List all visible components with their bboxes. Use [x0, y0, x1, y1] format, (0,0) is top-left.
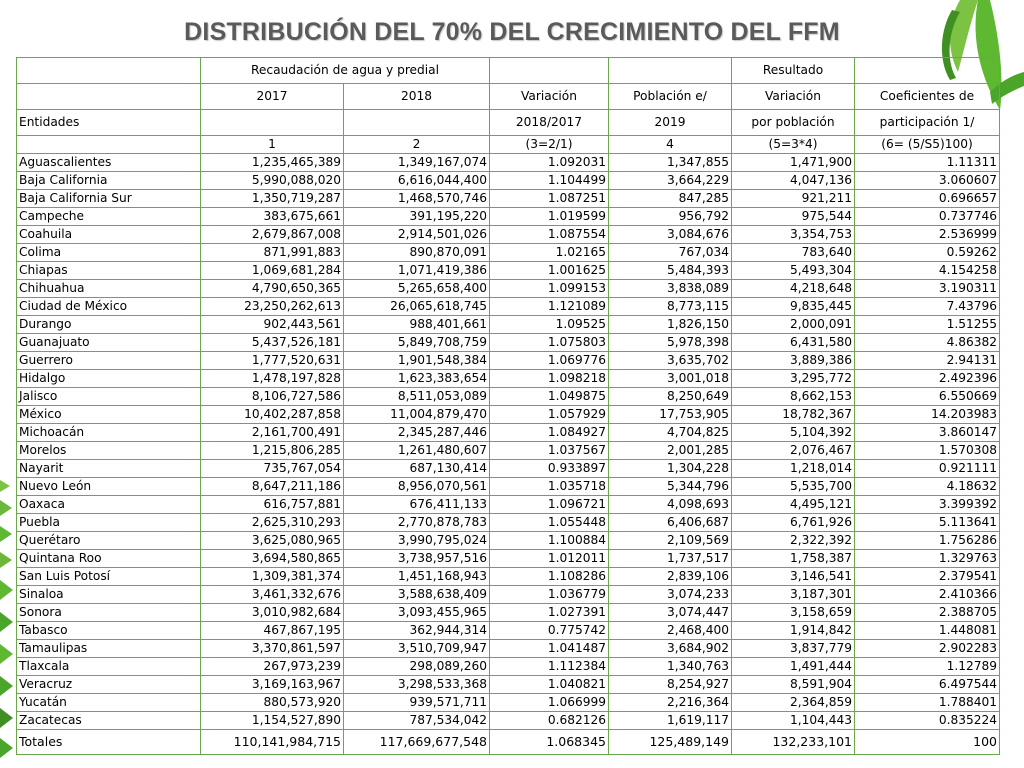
coeficiente-cell: 2.94131	[855, 352, 1000, 370]
poblacion-cell: 1,619,117	[609, 712, 732, 730]
table-row	[17, 280, 1000, 298]
variacion-poblacion-cell: 1,471,900	[732, 154, 855, 172]
table-row	[17, 568, 1000, 586]
poblacion-cell: 2,839,106	[609, 568, 732, 586]
recaudacion-2018-cell: 8,956,070,561	[344, 478, 490, 496]
header-row-numbers	[17, 136, 1000, 154]
recaudacion-2017-cell: 2,161,700,491	[201, 424, 344, 442]
header-entidades: Entidades	[17, 110, 201, 136]
entidad-cell: Oaxaca	[17, 496, 201, 514]
table-row	[17, 622, 1000, 640]
recaudacion-2018-cell: 939,571,711	[344, 694, 490, 712]
poblacion-cell: 2,001,285	[609, 442, 732, 460]
header-row-columns	[17, 84, 1000, 110]
recaudacion-2017-cell: 3,625,080,965	[201, 532, 344, 550]
table-row	[17, 298, 1000, 316]
table-row	[17, 658, 1000, 676]
variacion-poblacion-cell: 5,493,304	[732, 262, 855, 280]
entidad-cell: Guerrero	[17, 352, 201, 370]
recaudacion-2018-cell: 6,616,044,400	[344, 172, 490, 190]
variacion-poblacion-cell: 3,354,753	[732, 226, 855, 244]
header-n1: 1	[201, 136, 344, 154]
header-2017: 2017	[201, 84, 344, 110]
entidad-cell: Baja California Sur	[17, 190, 201, 208]
poblacion-cell: 4,098,693	[609, 496, 732, 514]
variacion-poblacion-cell: 3,158,659	[732, 604, 855, 622]
table-row	[17, 190, 1000, 208]
header-row-subcolumns	[17, 110, 1000, 136]
entidad-cell: Tabasco	[17, 622, 201, 640]
table-row	[17, 262, 1000, 280]
entidad-cell: Guanajuato	[17, 334, 201, 352]
table-row	[17, 514, 1000, 532]
coeficiente-cell: 1.11311	[855, 154, 1000, 172]
coeficiente-cell: 1.329763	[855, 550, 1000, 568]
recaudacion-2018-cell: 1,901,548,384	[344, 352, 490, 370]
variacion-cell: 1.001625	[490, 262, 609, 280]
recaudacion-2017-cell: 3,461,332,676	[201, 586, 344, 604]
entidad-cell: Jalisco	[17, 388, 201, 406]
poblacion-cell: 6,406,687	[609, 514, 732, 532]
table-row	[17, 640, 1000, 658]
coeficiente-cell: 3.399392	[855, 496, 1000, 514]
poblacion-cell: 8,254,927	[609, 676, 732, 694]
variacion-cell: 1.096721	[490, 496, 609, 514]
recaudacion-2018-cell: 1,261,480,607	[344, 442, 490, 460]
recaudacion-2018-cell: 3,990,795,024	[344, 532, 490, 550]
variacion-poblacion-cell: 3,889,386	[732, 352, 855, 370]
coeficiente-cell: 0.921111	[855, 460, 1000, 478]
table-row	[17, 208, 1000, 226]
recaudacion-2017-cell: 1,350,719,287	[201, 190, 344, 208]
variacion-poblacion-cell: 4,495,121	[732, 496, 855, 514]
variacion-poblacion-cell: 1,104,443	[732, 712, 855, 730]
variacion-poblacion-cell: 4,218,648	[732, 280, 855, 298]
poblacion-cell: 3,074,233	[609, 586, 732, 604]
table-row	[17, 460, 1000, 478]
header-n5: (5=3*4)	[732, 136, 855, 154]
poblacion-cell: 125,489,149	[609, 730, 732, 755]
coeficiente-cell: 0.737746	[855, 208, 1000, 226]
coeficiente-cell: 3.860147	[855, 424, 1000, 442]
variacion-cell: 1.087251	[490, 190, 609, 208]
header-resultado: Resultado	[732, 58, 855, 84]
recaudacion-2018-cell: 1,071,419,386	[344, 262, 490, 280]
table-row	[17, 316, 1000, 334]
poblacion-cell: 1,737,517	[609, 550, 732, 568]
recaudacion-2017-cell: 10,402,287,858	[201, 406, 344, 424]
poblacion-cell: 1,826,150	[609, 316, 732, 334]
variacion-cell: 1.066999	[490, 694, 609, 712]
header-poblacion-year: 2019	[609, 110, 732, 136]
variacion-cell: 1.040821	[490, 676, 609, 694]
variacion-poblacion-cell: 6,761,926	[732, 514, 855, 532]
poblacion-cell: 2,109,569	[609, 532, 732, 550]
variacion-cell: 0.682126	[490, 712, 609, 730]
variacion-cell: 1.049875	[490, 388, 609, 406]
poblacion-cell: 2,216,364	[609, 694, 732, 712]
entidad-cell: Morelos	[17, 442, 201, 460]
recaudacion-2017-cell: 3,169,163,967	[201, 676, 344, 694]
recaudacion-2017-cell: 2,625,310,293	[201, 514, 344, 532]
variacion-cell: 1.104499	[490, 172, 609, 190]
recaudacion-2017-cell: 1,235,465,389	[201, 154, 344, 172]
recaudacion-2018-cell: 2,345,287,446	[344, 424, 490, 442]
coeficiente-cell: 5.113641	[855, 514, 1000, 532]
poblacion-cell: 8,250,649	[609, 388, 732, 406]
recaudacion-2018-cell: 676,411,133	[344, 496, 490, 514]
variacion-cell: 0.933897	[490, 460, 609, 478]
coeficiente-cell: 2.410366	[855, 586, 1000, 604]
variacion-poblacion-cell: 3,295,772	[732, 370, 855, 388]
header-coeficientes: Coeficientes de	[855, 84, 1000, 110]
variacion-cell: 1.108286	[490, 568, 609, 586]
entidad-cell: Nayarit	[17, 460, 201, 478]
table-row	[17, 226, 1000, 244]
table-row	[17, 586, 1000, 604]
entidad-cell: Sonora	[17, 604, 201, 622]
variacion-cell: 1.121089	[490, 298, 609, 316]
variacion-poblacion-cell: 8,591,904	[732, 676, 855, 694]
variacion-poblacion-cell: 2,000,091	[732, 316, 855, 334]
variacion-poblacion-cell: 3,187,301	[732, 586, 855, 604]
variacion-cell: 1.100884	[490, 532, 609, 550]
recaudacion-2018-cell: 362,944,314	[344, 622, 490, 640]
entidad-cell: Chihuahua	[17, 280, 201, 298]
poblacion-cell: 1,340,763	[609, 658, 732, 676]
poblacion-cell: 1,347,855	[609, 154, 732, 172]
header-por-poblacion: por población	[732, 110, 855, 136]
entidad-cell: Tlaxcala	[17, 658, 201, 676]
table-row	[17, 694, 1000, 712]
recaudacion-2018-cell: 1,468,570,746	[344, 190, 490, 208]
poblacion-cell: 3,084,676	[609, 226, 732, 244]
variacion-poblacion-cell: 4,047,136	[732, 172, 855, 190]
variacion-poblacion-cell: 3,837,779	[732, 640, 855, 658]
recaudacion-2018-cell: 687,130,414	[344, 460, 490, 478]
coeficiente-cell: 0.696657	[855, 190, 1000, 208]
poblacion-cell: 4,704,825	[609, 424, 732, 442]
variacion-cell: 1.041487	[490, 640, 609, 658]
entidad-cell: Michoacán	[17, 424, 201, 442]
poblacion-cell: 3,664,229	[609, 172, 732, 190]
entidad-cell: Veracruz	[17, 676, 201, 694]
variacion-cell: 1.035718	[490, 478, 609, 496]
table-row	[17, 352, 1000, 370]
poblacion-cell: 17,753,905	[609, 406, 732, 424]
variacion-poblacion-cell: 18,782,367	[732, 406, 855, 424]
recaudacion-2017-cell: 5,990,088,020	[201, 172, 344, 190]
recaudacion-2018-cell: 117,669,677,548	[344, 730, 490, 755]
variacion-cell: 1.092031	[490, 154, 609, 172]
entidad-cell: Totales	[17, 730, 201, 755]
table-row	[17, 370, 1000, 388]
poblacion-cell: 2,468,400	[609, 622, 732, 640]
recaudacion-2017-cell: 23,250,262,613	[201, 298, 344, 316]
entidad-cell: Puebla	[17, 514, 201, 532]
table-row	[17, 550, 1000, 568]
poblacion-cell: 1,304,228	[609, 460, 732, 478]
poblacion-cell: 3,001,018	[609, 370, 732, 388]
recaudacion-2018-cell: 2,914,501,026	[344, 226, 490, 244]
recaudacion-2017-cell: 8,647,211,186	[201, 478, 344, 496]
entidad-cell: Chiapas	[17, 262, 201, 280]
entidad-cell: Aguascalientes	[17, 154, 201, 172]
recaudacion-2017-cell: 880,573,920	[201, 694, 344, 712]
variacion-cell: 1.055448	[490, 514, 609, 532]
header-variacion: Variación	[490, 84, 609, 110]
recaudacion-2017-cell: 1,154,527,890	[201, 712, 344, 730]
poblacion-cell: 767,034	[609, 244, 732, 262]
entidad-cell: Querétaro	[17, 532, 201, 550]
coeficiente-cell: 0.59262	[855, 244, 1000, 262]
page-title: DISTRIBUCIÓN DEL 70% DEL CRECIMIENTO DEL FFM	[184, 18, 840, 46]
variacion-poblacion-cell: 5,535,700	[732, 478, 855, 496]
variacion-cell: 1.09525	[490, 316, 609, 334]
recaudacion-2018-cell: 11,004,879,470	[344, 406, 490, 424]
entidad-cell: Nuevo León	[17, 478, 201, 496]
coeficiente-cell: 1.51255	[855, 316, 1000, 334]
recaudacion-2018-cell: 1,623,383,654	[344, 370, 490, 388]
recaudacion-2018-cell: 3,588,638,409	[344, 586, 490, 604]
coeficiente-cell: 1.448081	[855, 622, 1000, 640]
recaudacion-2017-cell: 8,106,727,586	[201, 388, 344, 406]
header-participacion: participación 1/	[855, 110, 1000, 136]
entidad-cell: Quintana Roo	[17, 550, 201, 568]
table-row	[17, 154, 1000, 172]
variacion-cell: 1.019599	[490, 208, 609, 226]
header-variacion-years: 2018/2017	[490, 110, 609, 136]
variacion-cell: 1.012011	[490, 550, 609, 568]
header-variacion-poblacion: Variación	[732, 84, 855, 110]
table-row	[17, 424, 1000, 442]
poblacion-cell: 3,838,089	[609, 280, 732, 298]
poblacion-cell: 5,978,398	[609, 334, 732, 352]
coeficiente-cell: 0.835224	[855, 712, 1000, 730]
variacion-poblacion-cell: 3,146,541	[732, 568, 855, 586]
table-row	[17, 532, 1000, 550]
table-row	[17, 388, 1000, 406]
header-2018: 2018	[344, 84, 490, 110]
poblacion-cell: 8,773,115	[609, 298, 732, 316]
recaudacion-2018-cell: 3,093,455,965	[344, 604, 490, 622]
coeficiente-cell: 3.190311	[855, 280, 1000, 298]
entidad-cell: Baja California	[17, 172, 201, 190]
entidad-cell: Zacatecas	[17, 712, 201, 730]
coeficiente-cell: 2.536999	[855, 226, 1000, 244]
totals-row	[17, 730, 1000, 755]
variacion-cell: 1.068345	[490, 730, 609, 755]
recaudacion-2018-cell: 988,401,661	[344, 316, 490, 334]
entidad-cell: Ciudad de México	[17, 298, 201, 316]
variacion-cell: 1.037567	[490, 442, 609, 460]
poblacion-cell: 5,344,796	[609, 478, 732, 496]
variacion-cell: 1.057929	[490, 406, 609, 424]
table-row	[17, 496, 1000, 514]
recaudacion-2018-cell: 890,870,091	[344, 244, 490, 262]
coeficiente-cell: 6.550669	[855, 388, 1000, 406]
coeficiente-cell: 4.154258	[855, 262, 1000, 280]
recaudacion-2017-cell: 2,679,867,008	[201, 226, 344, 244]
variacion-poblacion-cell: 1,491,444	[732, 658, 855, 676]
poblacion-cell: 956,792	[609, 208, 732, 226]
poblacion-cell: 3,074,447	[609, 604, 732, 622]
recaudacion-2017-cell: 1,777,520,631	[201, 352, 344, 370]
coeficiente-cell: 1.570308	[855, 442, 1000, 460]
variacion-poblacion-cell: 783,640	[732, 244, 855, 262]
variacion-poblacion-cell: 5,104,392	[732, 424, 855, 442]
variacion-cell: 1.036779	[490, 586, 609, 604]
poblacion-cell: 5,484,393	[609, 262, 732, 280]
recaudacion-2017-cell: 902,443,561	[201, 316, 344, 334]
recaudacion-2018-cell: 5,849,708,759	[344, 334, 490, 352]
entidad-cell: Tamaulipas	[17, 640, 201, 658]
coeficiente-cell: 1.12789	[855, 658, 1000, 676]
distribution-table	[16, 57, 1000, 755]
variacion-poblacion-cell: 1,758,387	[732, 550, 855, 568]
table-row	[17, 406, 1000, 424]
recaudacion-2018-cell: 5,265,658,400	[344, 280, 490, 298]
table-row	[17, 334, 1000, 352]
table-row	[17, 712, 1000, 730]
entidad-cell: México	[17, 406, 201, 424]
header-n3: (3=2/1)	[490, 136, 609, 154]
table-row	[17, 172, 1000, 190]
recaudacion-2018-cell: 391,195,220	[344, 208, 490, 226]
variacion-poblacion-cell: 1,914,842	[732, 622, 855, 640]
variacion-poblacion-cell: 6,431,580	[732, 334, 855, 352]
entidad-cell: Yucatán	[17, 694, 201, 712]
recaudacion-2017-cell: 267,973,239	[201, 658, 344, 676]
coeficiente-cell: 4.86382	[855, 334, 1000, 352]
recaudacion-2017-cell: 467,867,195	[201, 622, 344, 640]
variacion-cell: 1.112384	[490, 658, 609, 676]
recaudacion-2018-cell: 3,298,533,368	[344, 676, 490, 694]
variacion-cell: 1.069776	[490, 352, 609, 370]
recaudacion-2017-cell: 1,215,806,285	[201, 442, 344, 460]
recaudacion-2018-cell: 2,770,878,783	[344, 514, 490, 532]
recaudacion-2018-cell: 26,065,618,745	[344, 298, 490, 316]
entidad-cell: Coahuila	[17, 226, 201, 244]
variacion-poblacion-cell: 2,364,859	[732, 694, 855, 712]
recaudacion-2017-cell: 616,757,881	[201, 496, 344, 514]
coeficiente-cell: 100	[855, 730, 1000, 755]
poblacion-cell: 847,285	[609, 190, 732, 208]
variacion-cell: 1.098218	[490, 370, 609, 388]
entidad-cell: Sinaloa	[17, 586, 201, 604]
variacion-poblacion-cell: 2,076,467	[732, 442, 855, 460]
coeficiente-cell: 2.902283	[855, 640, 1000, 658]
recaudacion-2017-cell: 5,437,526,181	[201, 334, 344, 352]
table-row	[17, 676, 1000, 694]
header-n6: (6= (5/S5)100)	[855, 136, 1000, 154]
coeficiente-cell: 2.379541	[855, 568, 1000, 586]
recaudacion-2017-cell: 1,309,381,374	[201, 568, 344, 586]
coeficiente-cell: 3.060607	[855, 172, 1000, 190]
recaudacion-2018-cell: 298,089,260	[344, 658, 490, 676]
variacion-cell: 1.027391	[490, 604, 609, 622]
variacion-poblacion-cell: 2,322,392	[732, 532, 855, 550]
recaudacion-2017-cell: 1,069,681,284	[201, 262, 344, 280]
variacion-cell: 1.084927	[490, 424, 609, 442]
coeficiente-cell: 14.203983	[855, 406, 1000, 424]
variacion-cell: 1.087554	[490, 226, 609, 244]
table-row	[17, 604, 1000, 622]
recaudacion-2017-cell: 110,141,984,715	[201, 730, 344, 755]
entidad-cell: Campeche	[17, 208, 201, 226]
coeficiente-cell: 2.388705	[855, 604, 1000, 622]
coeficiente-cell: 1.756286	[855, 532, 1000, 550]
poblacion-cell: 3,684,902	[609, 640, 732, 658]
coeficiente-cell: 7.43796	[855, 298, 1000, 316]
variacion-poblacion-cell: 9,835,445	[732, 298, 855, 316]
table-row	[17, 442, 1000, 460]
variacion-cell: 1.02165	[490, 244, 609, 262]
header-n2: 2	[344, 136, 490, 154]
recaudacion-2017-cell: 4,790,650,365	[201, 280, 344, 298]
coeficiente-cell: 4.18632	[855, 478, 1000, 496]
recaudacion-2017-cell: 383,675,661	[201, 208, 344, 226]
table-row	[17, 244, 1000, 262]
header-poblacion: Población e/	[609, 84, 732, 110]
variacion-poblacion-cell: 921,211	[732, 190, 855, 208]
variacion-poblacion-cell: 1,218,014	[732, 460, 855, 478]
recaudacion-2017-cell: 3,010,982,684	[201, 604, 344, 622]
recaudacion-2017-cell: 3,694,580,865	[201, 550, 344, 568]
table-row	[17, 478, 1000, 496]
variacion-cell: 1.099153	[490, 280, 609, 298]
header-n4: 4	[609, 136, 732, 154]
recaudacion-2018-cell: 787,534,042	[344, 712, 490, 730]
variacion-cell: 0.775742	[490, 622, 609, 640]
coeficiente-cell: 1.788401	[855, 694, 1000, 712]
entidad-cell: Durango	[17, 316, 201, 334]
recaudacion-2017-cell: 1,478,197,828	[201, 370, 344, 388]
variacion-poblacion-cell: 975,544	[732, 208, 855, 226]
recaudacion-2018-cell: 1,451,168,943	[344, 568, 490, 586]
coeficiente-cell: 2.492396	[855, 370, 1000, 388]
variacion-poblacion-cell: 132,233,101	[732, 730, 855, 755]
variacion-cell: 1.075803	[490, 334, 609, 352]
recaudacion-2017-cell: 3,370,861,597	[201, 640, 344, 658]
entidad-cell: Colima	[17, 244, 201, 262]
recaudacion-2018-cell: 1,349,167,074	[344, 154, 490, 172]
entidad-cell: Hidalgo	[17, 370, 201, 388]
entidad-cell: San Luis Potosí	[17, 568, 201, 586]
header-recaudacion: Recaudación de agua y predial	[201, 58, 490, 84]
recaudacion-2017-cell: 871,991,883	[201, 244, 344, 262]
variacion-poblacion-cell: 8,662,153	[732, 388, 855, 406]
header-row-groups	[17, 58, 1000, 84]
recaudacion-2018-cell: 3,510,709,947	[344, 640, 490, 658]
recaudacion-2017-cell: 735,767,054	[201, 460, 344, 478]
coeficiente-cell: 6.497544	[855, 676, 1000, 694]
poblacion-cell: 3,635,702	[609, 352, 732, 370]
recaudacion-2018-cell: 3,738,957,516	[344, 550, 490, 568]
recaudacion-2018-cell: 8,511,053,089	[344, 388, 490, 406]
